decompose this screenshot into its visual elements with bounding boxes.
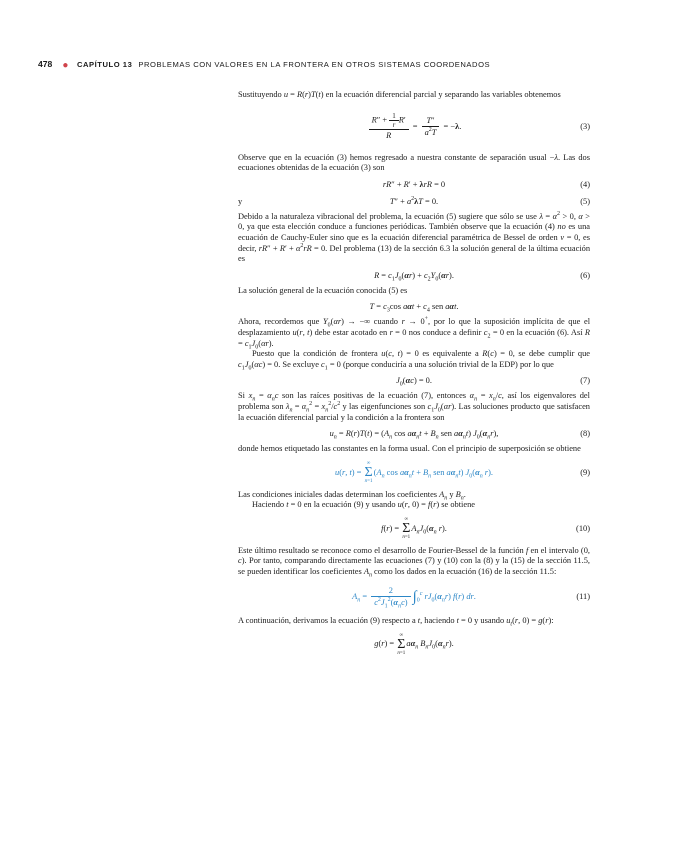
paragraph-11: Este último resultado se reconoce como el desarrollo de Fourier-Bessel de la función f en el intervalo (0, c). Por tanto, comparando directamente las ecuaciones (7) y (10) con la (8) y la (15) de la sección 11.5, se pueden identificar los coeficientes $A_n$ como los dados en la ecuación (16) de la sección 11.5: <box>238 545 590 579</box>
page-number: 478 <box>38 59 53 69</box>
chapter-label: CAPÍTULO 13 <box>76 60 133 69</box>
equation-10: f(r) = ∞ Σ n=1 $A_nJ_0(\alpha_n$ r). (10) <box>238 515 590 542</box>
paragraph-10: Haciendo t = 0 en la ecuación (9) y usando u(r, 0) = f(r) se obtiene <box>252 500 475 510</box>
equation-7: $J_0(\alpha c) = 0$. (7) <box>396 376 590 388</box>
paragraph-1: Sustituyendo u = R(r)T(t) en la ecuación diferencial parcial y separando las variables obtenemos <box>238 90 561 99</box>
equation-6: $R = c_1J_0(\alpha r) + c_2Y_0(\alpha r)$. (6) <box>374 270 590 283</box>
equation-tag: (6) <box>580 270 590 280</box>
equation-tag: (4) <box>580 179 590 189</box>
equation-3: R″ + $\frac{1}{r}$ R′ R = $\frac{T''}{a^2T}$ = −λ. (3) <box>238 105 590 149</box>
paragraph-5: Ahora, recordemos que $Y_0(\alpha r)$ → −∞ cuando r → 0+, por lo que la suposición implícita de que el desplazamiento u(r, t) debe estar acotado en r = 0 nos conduce a definir $c_2 = 0$ en la ecuación (6). Así $R = c_1J_0(\alpha r)$. <box>238 316 591 351</box>
equation-9: u(r, t) = ∞ Σ n=1 ($A_n$ $\cos a\alpha_nt + B_n$ sen $a\alpha_nt$) $J_0(\alpha_n$ r). (9) <box>238 459 590 486</box>
equation-T: $T = c_3\cos$ $a\alpha t + c_4$ sen aαt. <box>369 302 459 315</box>
conjunction-label: y <box>238 196 243 206</box>
equation-tag: (11) <box>576 591 590 601</box>
page-header <box>38 59 638 71</box>
paragraph-2: Observe que en la ecuación (3) hemos regresado a nuestra constante de separación usual −λ. Las dos ecuaciones obtenidas de la ecuación (3) son <box>238 152 590 173</box>
equation-tag: (5) <box>580 196 590 206</box>
paragraph-4: La solución general de la ecuación conocida (5) es <box>238 285 408 295</box>
equation-11: $A_n$ = $\frac{2}{c^2J_1^2(\alpha_nc)}$ $\int_0^c$ $rJ_0(\alpha_nr)$ f(r) dr. (11) <box>238 582 590 612</box>
equation-8: $u_n = R(r)T(t) = (A_n$ $\cos a\alpha_nt + B_n$ sen $a\alpha_nt$) $J_0(\alpha_nr)$, (8) <box>329 429 590 441</box>
paragraph-9: Las condiciones iniciales dadas determinan los coeficientes $A_n$ y $B_n$. <box>238 489 466 502</box>
paragraph-7: Si $x_n = \alpha_nc$ son las raíces positivas de la ecuación (7), entonces $\alpha_n = x_n/c$, así los eigenvalores del problema son $\lambda_n = \alpha_n^2 = x_n^2/c^2$ y las eigenfunciones son $c_1J_0(\alpha r)$. Las soluciones producto que satisfacen la ecuación diferencial parcial y la condición a la frontera son <box>238 391 590 422</box>
equation-tag: (8) <box>580 429 590 439</box>
equation-tag: (10) <box>576 523 590 533</box>
paragraph-8: donde hemos etiquetado las constantes en la forma usual. Con el principio de superposición se obtiene <box>238 444 581 454</box>
paragraph-12: A continuación, derivamos la ecuación (9) respecto a t, haciendo t = 0 y usando $u_t(r$, 0) = g(r): <box>238 615 554 628</box>
equation-tag: (9) <box>580 467 590 477</box>
bullet-dot-icon: ● <box>62 60 69 71</box>
equation-tag: (7) <box>580 376 590 386</box>
paragraph-3: Debido a la naturaleza vibracional del problema, la ecuación (5) sugiere que sólo se use $\lambda = \alpha^2 > 0$, α > 0, ya que esta elección conduce a funciones periódicas. También observe que la ecuación (4) no es una ecuación de Cauchy-Euler sino que es la ecuación diferencial paramétrica de Bessel de orden ν = 0, es decir, $rR'' + R' + \alpha^2rR = 0$. Del problema (13) de la sección 6.3 la solución general de la última ecuación es <box>238 210 591 264</box>
paragraph-6: Puesto que la condición de frontera u(c, t) = 0 es equivalente a R(c) = 0, se debe cumplir que $c_1J_0(\alpha c) = 0$. Se excluye $c_1 = 0$ (porque conduciría a una solución trivial de la EDP) por lo que <box>238 349 591 372</box>
chapter-title: PROBLEMAS CON VALORES EN LA FRONTERA EN OTROS SISTEMAS COORDENADOS <box>138 60 491 69</box>
main-text <box>238 90 590 661</box>
equation-g: g(r) = ∞ Σ n=1 $a\alpha_n$ $B_nJ_0(\alpha_nr)$. <box>374 632 454 656</box>
equation-5: y $T'' + a^2\lambda T = 0$. (5) <box>238 195 590 206</box>
equation-tag: (3) <box>580 121 590 131</box>
equation-4: rR″ + R′ + λrR = 0 (4) <box>382 179 590 189</box>
